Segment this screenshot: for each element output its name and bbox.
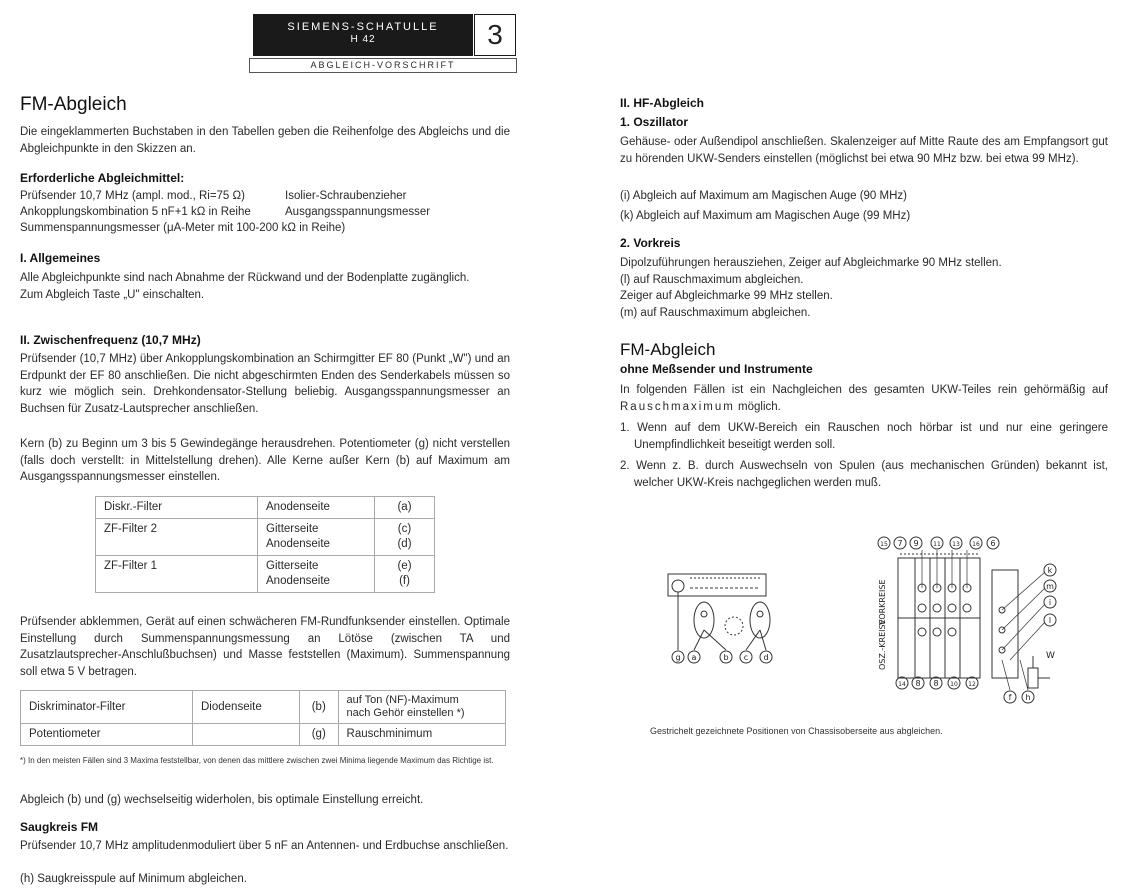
label-w: W [1046,651,1055,661]
footnote: *) In den meisten Fällen sind 3 Maxima feststellbar, von denen das mittlere zwischen zwei Minima liegende Maximum das Richtige ist. [20,756,494,765]
hf-heading: II. HF-Abgleich [620,96,704,110]
svg-text:g: g [675,653,681,662]
fm2-subtitle: ohne Meßsender und Instrumente [620,362,813,376]
header-subtitle: ABGLEICH-VORSCHRIFT [249,58,517,73]
w-connector [1028,668,1038,688]
svg-text:m: m [1046,582,1054,591]
svg-text:h: h [1025,693,1031,702]
svg-text:d: d [763,653,769,662]
svg-text:f: f [1008,693,1012,702]
section-heading-if: II. Zwischenfrequenz (10,7 MHz) [20,333,201,347]
discriminator-table [20,690,506,746]
header-model: H 42 [350,34,376,45]
svg-text:10: 10 [950,681,958,688]
svg-text:9: 9 [913,539,919,548]
fm2-title: FM-Abgleich [620,340,716,359]
fm2-list-item-2: 2. Wenn z. B. durch Auswechseln von Spulen (aus mechanischen Gründen) bekannt ist, welcher UKW-Kreis nachgeglichen werden muß. [620,460,1108,489]
table-row: ZF-Filter 2 Gitterseite Anodenseite (c) (d) [96,519,435,556]
if-filter-table [95,496,435,593]
table-row: Potentiometer (g) Rauschminimum [21,724,506,746]
vorkreis-text: Dipolzuführungen herausziehen, Zeiger auf Abgleichmarke 90 MHz stellen. (l) auf Rauschmaximum abgleichen. Zeiger auf Abgleichmarke 99 MHz stellen. (m) auf Rauschmaximum abgleichen. [620,257,1002,319]
svg-text:b: b [723,653,729,662]
leader-lines [922,550,1045,690]
fm2-text: In folgenden Fällen ist ein Nachgleichen des gesamten UKW-Teiles rein gehörmäßig auf Rauschmaximum möglich. [620,384,1108,413]
header-title-box [253,14,473,56]
tool-item: Prüfsender 10,7 MHz (ampl. mod., Ri=75 Ω) [20,190,245,202]
page-number: 3 [474,14,516,56]
tube-socket [725,617,743,635]
if-text-3: Prüfsender abklemmen, Gerät auf einen schwächeren FM-Rundfunksender einstellen. Optimale Einstellung durch Summenspannungsmessung an Lötöse (zwischen TA und Zusatzlautsprecher-Anschlußbuchsen) und Masse feststellen (Maximum). Summenspannung soll etwa 5 V betragen. [20,616,510,678]
diagram-caption: Gestrichelt gezeichnete Positionen von Chassisoberseite aus abgleichen. [650,726,943,736]
svg-text:12: 12 [968,681,976,688]
svg-text:16: 16 [972,541,980,548]
left-module-panel [668,574,766,596]
tool-item: Ankopplungskombination 5 nF+1 kΩ in Reihe [20,206,251,218]
svg-text:l: l [1048,616,1052,625]
trap-step: (h) Saugkreisspule auf Minimum abgleichen. [20,873,247,885]
intro-text: Die eingeklammerten Buchstaben in den Tabellen geben die Reihenfolge des Abgleichs und die Abgleichpunkte in den Skizzen an. [20,126,510,155]
left-title: FM-Abgleich [20,94,127,115]
trap-text: Prüfsender 10,7 MHz amplitudenmoduliert über 5 nF an Antennen- und Erdbuchse anschließen. [20,840,509,852]
svg-text:k: k [1047,566,1053,575]
fm2-list-item-1: 1. Wenn auf dem UKW-Bereich ein Rauschen noch hörbar ist und nur eine geringere Unempfindlichkeit beseitigt werden soll. [620,422,1108,451]
section-heading-trap: Saugkreis FM [20,820,99,834]
svg-text:8: 8 [915,679,921,688]
tools-list [20,188,520,236]
tool-item: Isolier-Schraubenzieher [285,190,407,202]
svg-text:a: a [691,653,697,662]
svg-text:c: c [743,653,749,662]
svg-text:6: 6 [990,539,996,548]
table-row: Diskr.-Filter Anodenseite (a) [96,497,435,519]
left-coil-a [694,602,714,638]
table-row: ZF-Filter 1 Gitterseite Anodenseite (e) (f) [96,556,435,593]
svg-text:15: 15 [880,541,888,548]
left-module-knob [672,580,684,592]
if-text-1: Prüfsender (10,7 MHz) über Ankopplungskombination an Schirmgitter EF 80 (Punkt „W") und an Erdpunkt der EF 80 anschließen. Die nicht abgeschirmten Enden des Senderkabels müssen so kurz wie möglich sein. Drehkondensator-Stellung beliebig. Ausgangsspannungsmesser an Buchsen für Zusatz-Lautsprecher anschließen. [20,353,510,415]
svg-text:8: 8 [933,679,939,688]
oscillator-text: Gehäuse- oder Außendipol anschließen. Skalenzeiger auf Mitte Raute des am Empfangsort gut zu hörenden UKW-Senders einstellen (möglichst bei etwa 90 MHz bzw. bei etwa 99 MHz). [620,136,1108,165]
if-text-2: Kern (b) zu Beginn um 3 bis 5 Gewindegänge herausdrehen. Potentiometer (g) nicht verstellen (falls doch verstellt: in Mittelstellung drehen). Alle Kerne außer Kern (b) auf Maximum am Ausgangsspannungsmesser einstellen. [20,438,510,483]
svg-text:14: 14 [898,681,906,688]
section-heading-general: I. Allgemeines [20,251,101,265]
vertical-label-vorkreise: VORKREISE [878,579,887,625]
chassis-diagram [660,530,1070,710]
tool-item: Summenspannungsmesser (μA-Meter mit 100-200 kΩ in Reihe) [20,222,346,234]
tool-item: Ausgangsspannungsmesser [285,206,431,218]
vorkreis-heading: 2. Vorkreis [620,236,681,250]
oscillator-step-k: (k) Abgleich auf Maximum am Magischen Auge (99 MHz) [620,210,911,222]
oscillator-heading: 1. Oszillator [620,115,689,129]
table-row: Diskriminator-Filter Diodenseite (b) auf Ton (NF)-Maximum nach Gehör einstellen *) [21,691,506,724]
svg-text:i: i [1048,598,1052,607]
repeat-text: Abgleich (b) und (g) wechselseitig widerholen, bis optimale Einstellung erreicht. [20,794,424,806]
tools-heading: Erforderliche Abgleichmittel: [20,171,185,185]
vertical-label-osz: OSZ.-KREISE [878,619,887,670]
header-title: SIEMENS-SCHATULLE [287,21,439,33]
svg-text:13: 13 [952,541,960,548]
left-coil-b [750,602,770,638]
oscillator-step-i: (i) Abgleich auf Maximum am Magischen Auge (90 MHz) [620,190,907,202]
svg-text:11: 11 [933,541,941,548]
general-text: Alle Abgleichpunkte sind nach Abnahme der Rückwand und der Bodenplatte zugänglich. Zum Abgleich Taste „U" einschalten. [20,272,470,301]
rf-side-panel [992,570,1018,678]
svg-text:7: 7 [897,539,903,548]
